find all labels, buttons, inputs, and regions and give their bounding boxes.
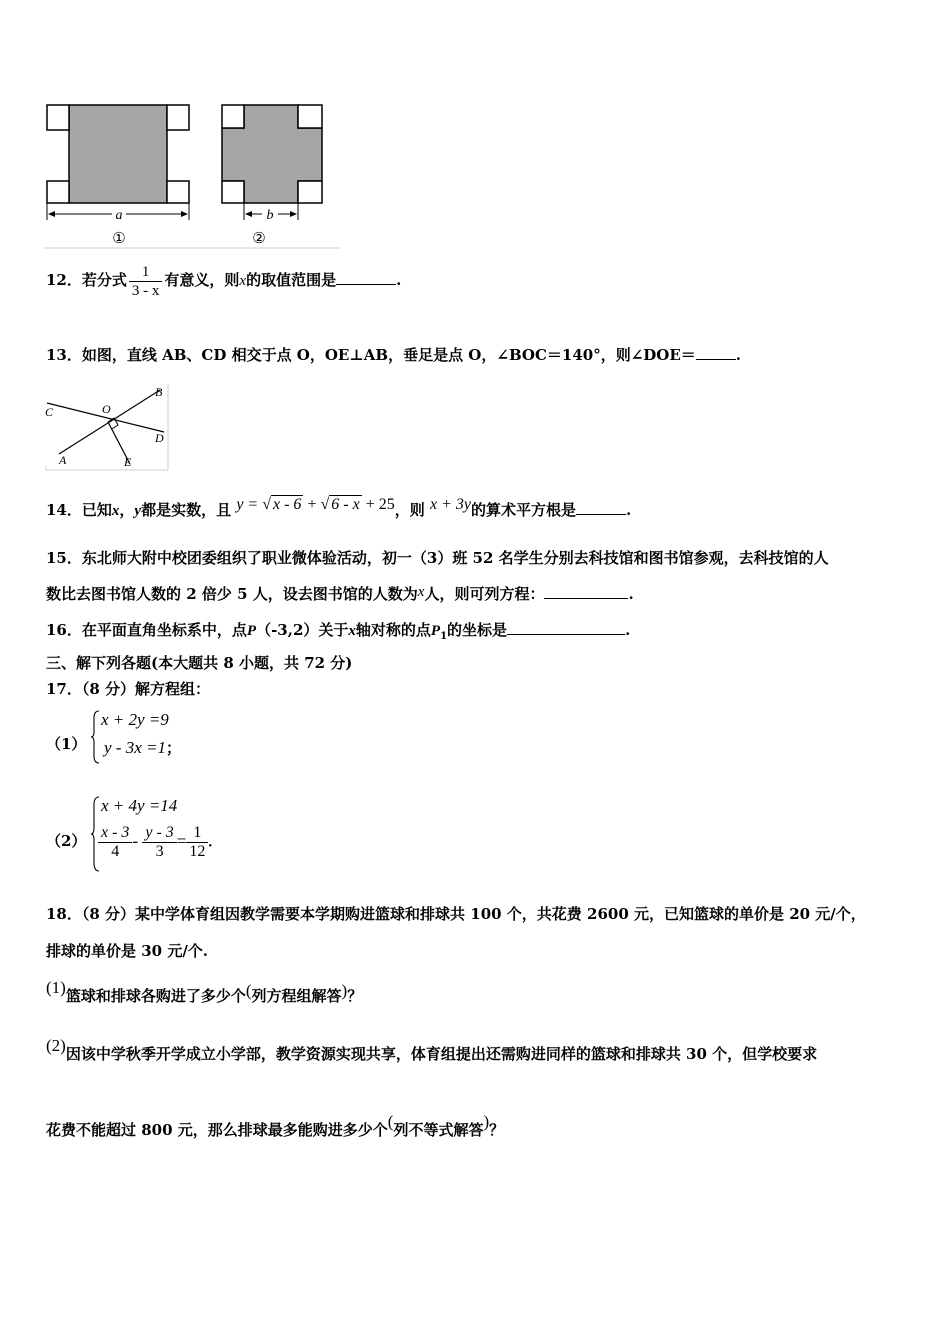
label-A: A [59,453,67,467]
q17-part1-label: （1） [46,735,87,753]
q17-part2-system [90,794,260,874]
q12-answer-blank[interactable] [336,270,396,285]
caption-1: ① [112,229,126,247]
caption-2: ② [252,229,266,247]
question-14: 14．已知x，y都是实数，且 y = √ x - 6 + √ 6 - x + 25，则 x + 3y的算术平方根是 . [46,496,632,519]
q18-part1: (1)篮球和排球各购进了多少个(列方程组解答)？ [46,978,363,1005]
question-18-line1: 18．（8 分）某中学体育组因教学需要本学期购进篮球和排球共 100 个，共花费 2600 元，已知篮球的单价是 20 元/个， [46,905,866,923]
label-C: C [45,405,54,419]
label-E: E [124,455,132,469]
question-17-title: 17．（8 分）解方程组： [46,680,211,698]
q13-answer-blank[interactable] [696,345,736,360]
q12-fraction: $\frac{1}{3 - x}$ [129,263,163,300]
brace-1 [90,710,100,764]
q17-p1-eq2: y - 3x =1； [104,738,181,757]
section-3-title: 三、解下列各题(本大题共 8 小题，共 72 分) [46,654,353,672]
q17-part1-system [90,708,210,764]
question-12: 12．若分式 $\frac{1}{3 - x}$ 有意义，则x的取值范围是 . [46,263,402,299]
q14-expr: x + 3y [429,496,471,513]
q14-equation: y = √ x - 6 + √ 6 - x + 25 [236,496,395,513]
label-O: O [102,402,111,416]
figure-1 [47,105,189,220]
lines-figure [42,380,172,472]
q18-part2-line2: 花费不能超过 800 元，那么排球最多能购进多少个(列不等式解答)？ [46,1112,505,1139]
question-13: 13．如图，直线 AB、CD 相交于点 O，OE⊥AB，垂足是点 O，∠BOC＝140°，则∠DOE＝ . [46,346,742,364]
question-15-line1: 15．东北师大附中校团委组织了职业微体验活动，初一（3）班 52 名学生分别去科技馆和图书馆参观，去科技馆的人 [46,549,829,567]
q17-p1-eq1: x + 2y =9 [101,710,169,729]
label-a: a [115,208,123,223]
squares-figure [40,98,340,250]
question-15-line2: 数比去图书馆人数的 2 倍少 5 人，设去图书馆的人数为x人，则可列方程： . [46,584,634,603]
label-b: b [266,208,274,223]
label-B: B [155,385,163,399]
label-D: D [155,431,164,445]
q18-part2-line1: (2)因该中学秋季开学成立小学部，教学资源实现共享，体育组提出还需购进同样的篮球和排球共 30 个，但学校要求 [46,1036,818,1063]
q14-answer-blank[interactable] [576,500,626,515]
question-16: 16．在平面直角坐标系中，点P（-3,2）关于x轴对称的点$P_1$的坐标是 . [46,621,631,642]
q15-answer-blank[interactable] [544,584,628,599]
q17-part2-label: （2） [46,832,87,850]
question-18-line2: 排球的单价是 30 元/个. [46,942,209,960]
q16-answer-blank[interactable] [507,620,625,635]
q17-p2-eq1: x + 4y =14 [101,796,178,815]
q17-p2-eq2: $\frac{x - 3}{4}$ - $\frac{y - 3}{3}$ = $\frac{1}{12}$ . [98,824,212,861]
figure-2 [222,105,322,220]
